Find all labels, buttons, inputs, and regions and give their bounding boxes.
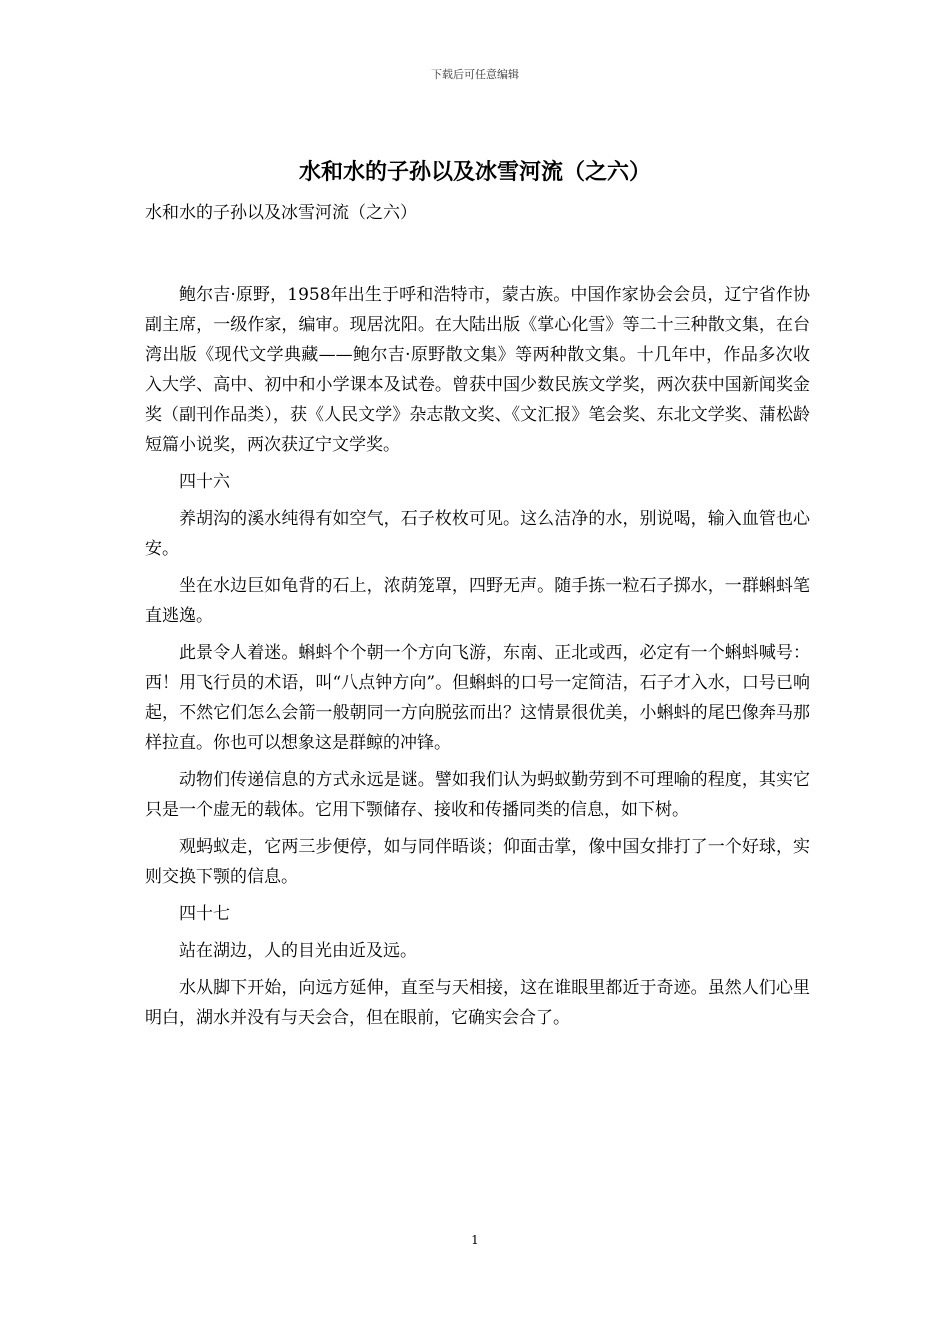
document-title: 水和水的子孙以及冰雪河流（之六） <box>298 159 651 185</box>
paragraph: 水从脚下开始，向远方延伸，直至与天相接，这在谁眼里都近于奇迹。虽然人们心里明白，湖水并没有与天会合，但在眼前，它确实会合了。 <box>145 978 810 1028</box>
paragraph: 动物们传递信息的方式永远是谜。譬如我们认为蚂蚁勤劳到不可理喻的程度，其实它只是一个虚无的载体。它用下颚储存、接收和传播同类的信息，如下树。 <box>145 770 810 820</box>
section-heading-47: 四十七 <box>179 904 230 924</box>
document-body <box>145 198 810 1040</box>
page-number: 1 <box>471 1233 479 1247</box>
section-heading-46: 四十六 <box>179 472 230 492</box>
paragraph-author-bio: 鲍尔吉·原野，1958年出生于呼和浩特市，蒙古族。中国作家协会会员，辽宁省作协副主席，一级作家，编审。现居沈阳。在大陆出版《掌心化雪》等二十三种散文集，在台湾出版《现代文学典藏——鲍尔吉·原野散文集》等两种散文集。十几年中，作品多次收入大学、高中、初中和小学课本及试卷。曾获中国少数民族文学奖，两次获中国新闻奖金奖（副刊作品类），获《人民文学》杂志散文奖、《文汇报》笔会奖、东北文学奖、蒲松龄短篇小说奖，两次获辽宁文学奖。 <box>145 285 810 455</box>
paragraph: 此景令人着迷。蝌蚪个个朝一个方向飞游，东南、正北或西，必定有一个蝌蚪喊号：西！用飞行员的术语，叫“八点钟方向”。但蝌蚪的口号一定简洁，石子才入水，口号已响起，不然它们怎么会箭一般朝同一方向脱弦而出？这情景很优美，小蝌蚪的尾巴像奔马那样拉直。你也可以想象这是群鲸的冲锋。 <box>145 643 810 753</box>
paragraph: 坐在水边巨如龟背的石上，浓荫笼罩，四野无声。随手拣一粒石子掷水，一群蝌蚪笔直逃逸。 <box>145 576 810 626</box>
paragraph: 养胡沟的溪水纯得有如空气，石子枚枚可见。这么洁净的水，别说喝，输入血管也心安。 <box>145 509 810 559</box>
document-subtitle: 水和水的子孙以及冰雪河流（之六） <box>145 203 417 223</box>
header-note: 下载后可任意编辑 <box>431 68 519 81</box>
paragraph: 观蚂蚁走，它两三步便停，如与同伴晤谈；仰面击掌，像中国女排打了一个好球，实则交换下颚的信息。 <box>145 837 810 887</box>
paragraph: 站在湖边，人的目光由近及远。 <box>179 941 417 961</box>
